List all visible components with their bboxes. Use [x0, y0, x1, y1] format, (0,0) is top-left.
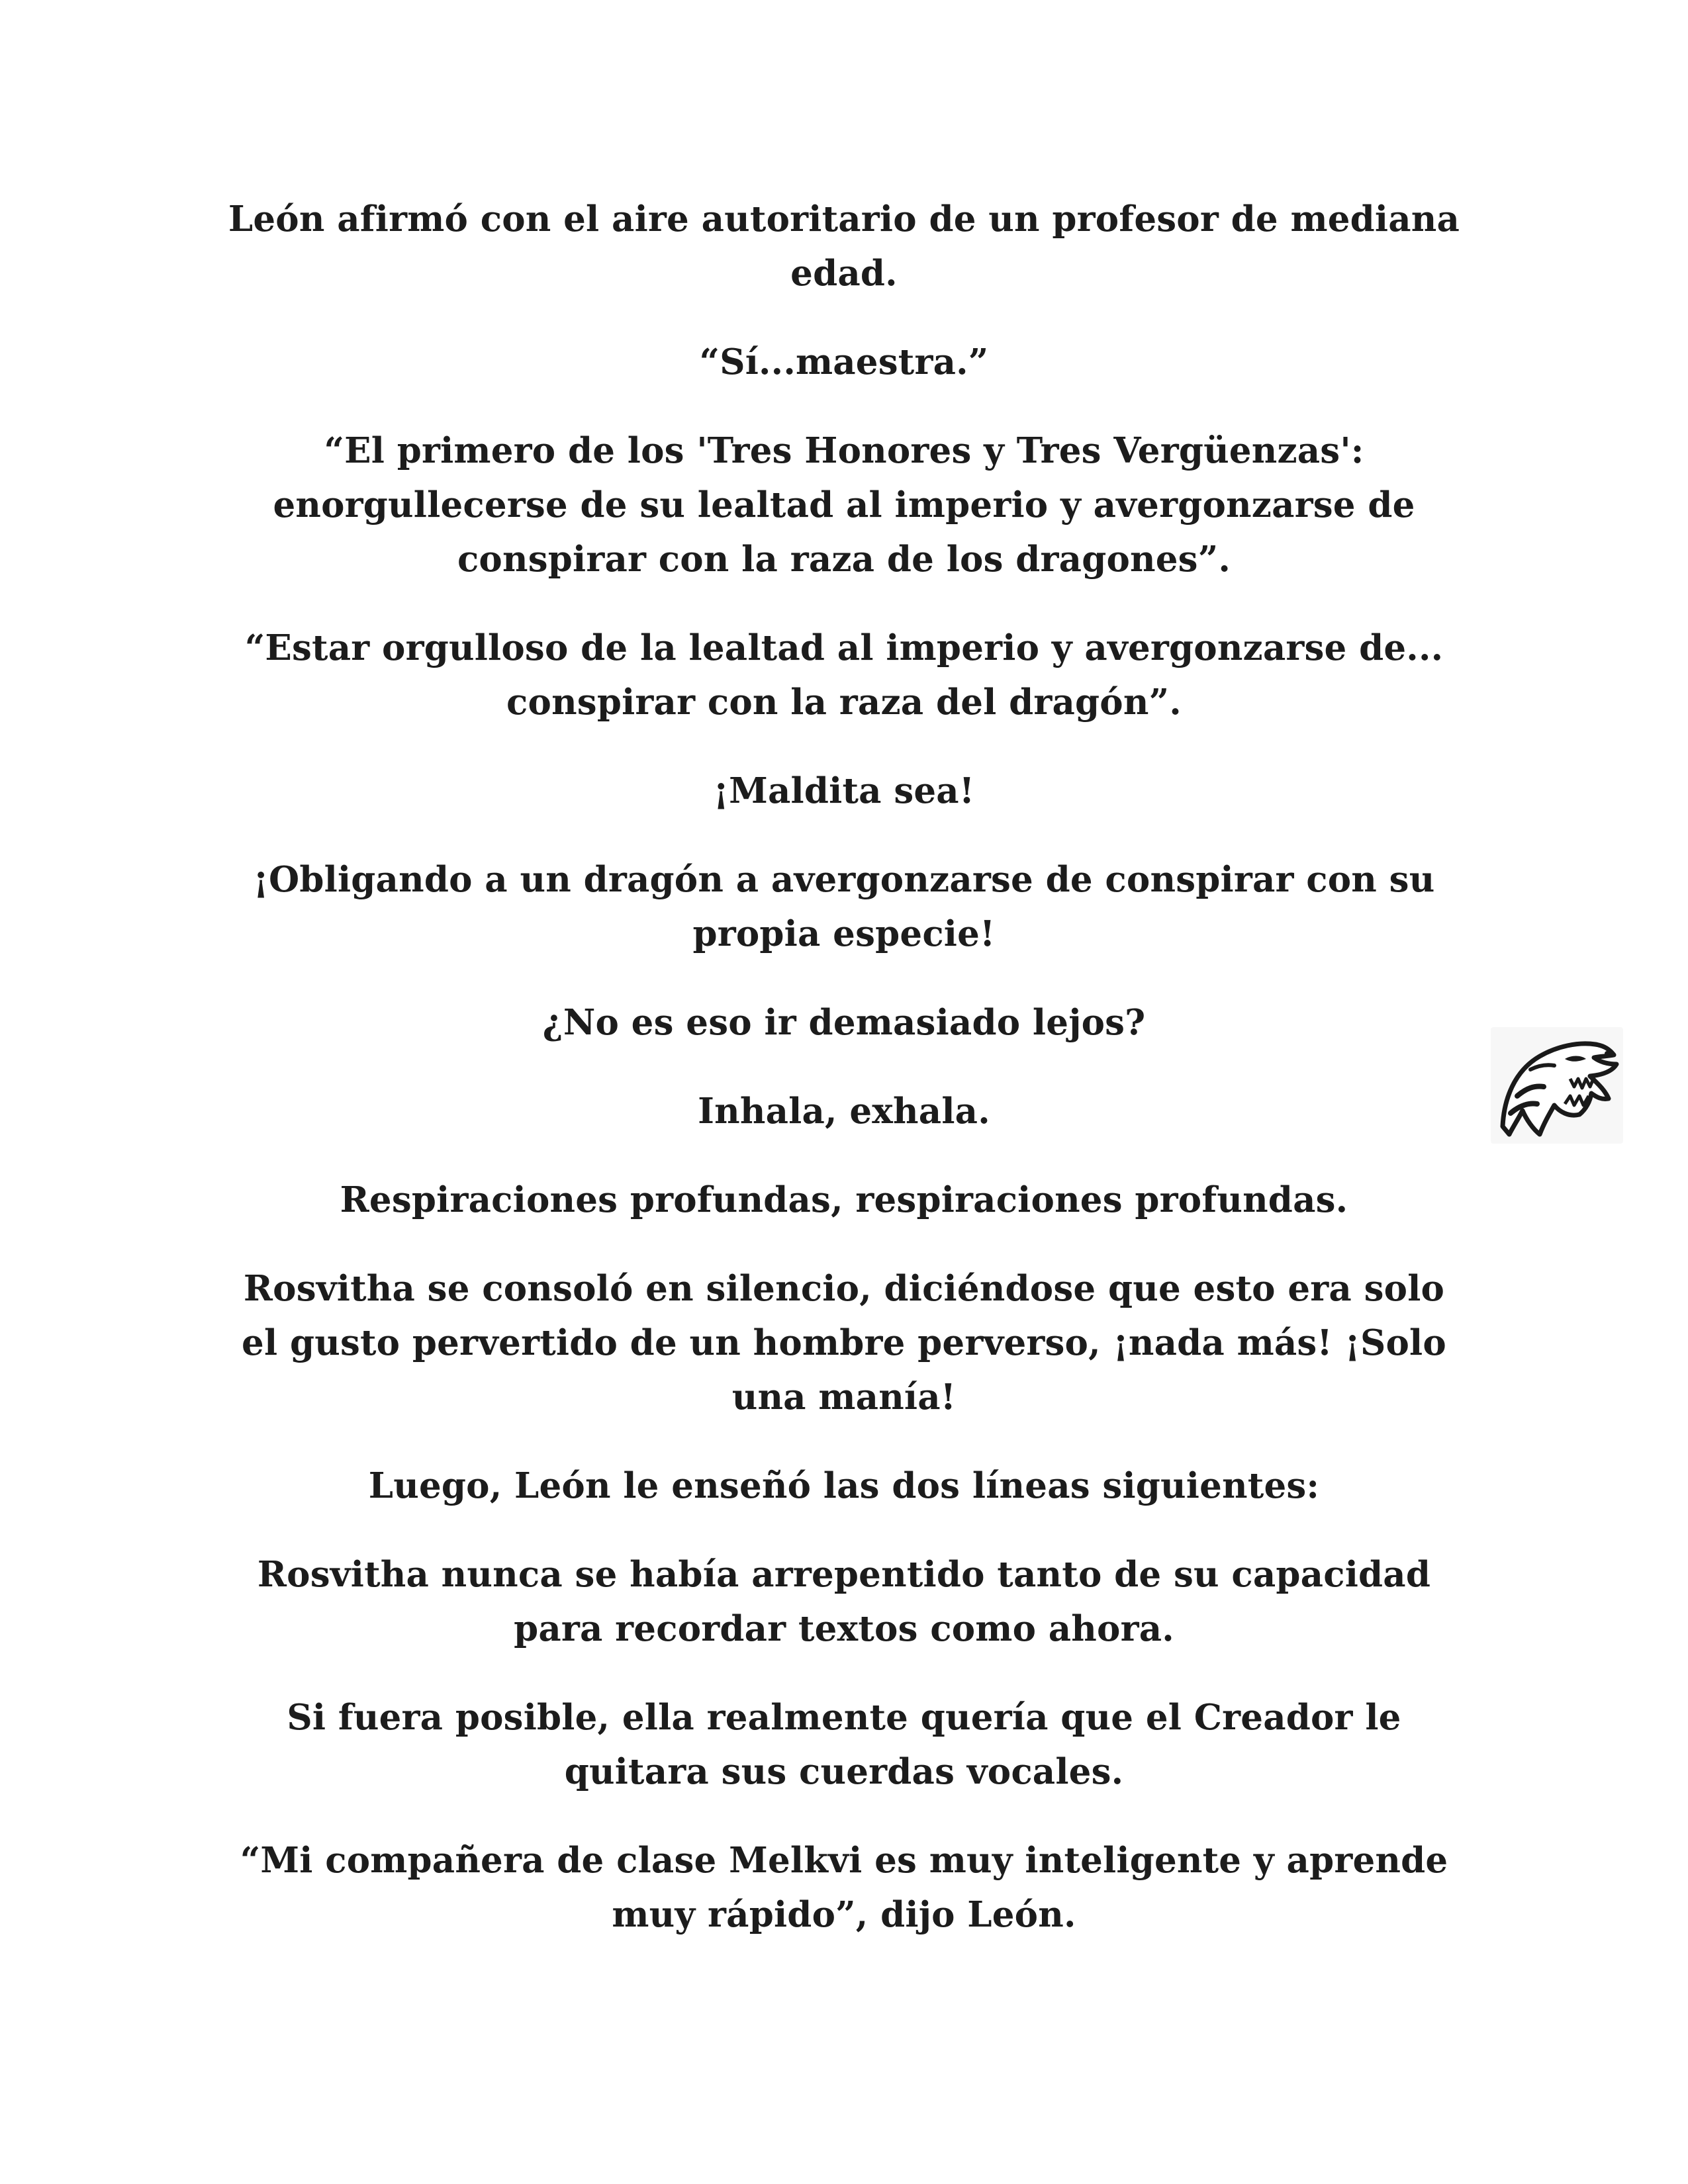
paragraph-13: Si fuera posible, ella realmente quería que el Creador le quitara sus cuerdas vocales.	[287, 1697, 1401, 1792]
paragraph-2: “Sí...maestra.”	[699, 341, 989, 383]
paragraph-4: “Estar orgulloso de la lealtad al imperio y avergonzarse de... conspirar con la raza del dragón”.	[244, 627, 1444, 723]
document-body	[225, 192, 1463, 1976]
paragraph-3: “El primero de los 'Tres Honores y Tres Vergüenzas': enorgullecerse de su lealtad al imperio y avergonzarse de conspirar con la raza de los dragones”.	[273, 430, 1415, 580]
paragraph-14: “Mi compañera de clase Melkvi es muy inteligente y aprende muy rápido”, dijo León.	[240, 1840, 1448, 1935]
paragraph-9: Respiraciones profundas, respiraciones profundas.	[340, 1179, 1348, 1220]
paragraph-8: Inhala, exhala.	[698, 1091, 990, 1132]
paragraph-10: Rosvitha se consoló en silencio, diciéndose que esto era solo el gusto pervertido de un hombre perverso, ¡nada más! ¡Solo una manía!	[242, 1268, 1446, 1418]
paragraph-1: León afirmó con el aire autoritario de un profesor de mediana edad.	[228, 199, 1460, 294]
paragraph-5: ¡Maldita sea!	[713, 770, 975, 811]
paragraph-7: ¿No es eso ir demasiado lejos?	[542, 1002, 1146, 1043]
dinosaur-head-icon	[1491, 1027, 1623, 1144]
paragraph-12: Rosvitha nunca se había arrepentido tanto de su capacidad para recordar textos como ahora.	[257, 1554, 1431, 1649]
paragraph-11: Luego, León le enseñó las dos líneas siguientes:	[368, 1465, 1320, 1506]
paragraph-6: ¡Obligando a un dragón a avergonzarse de conspirar con su propia especie!	[253, 859, 1435, 954]
